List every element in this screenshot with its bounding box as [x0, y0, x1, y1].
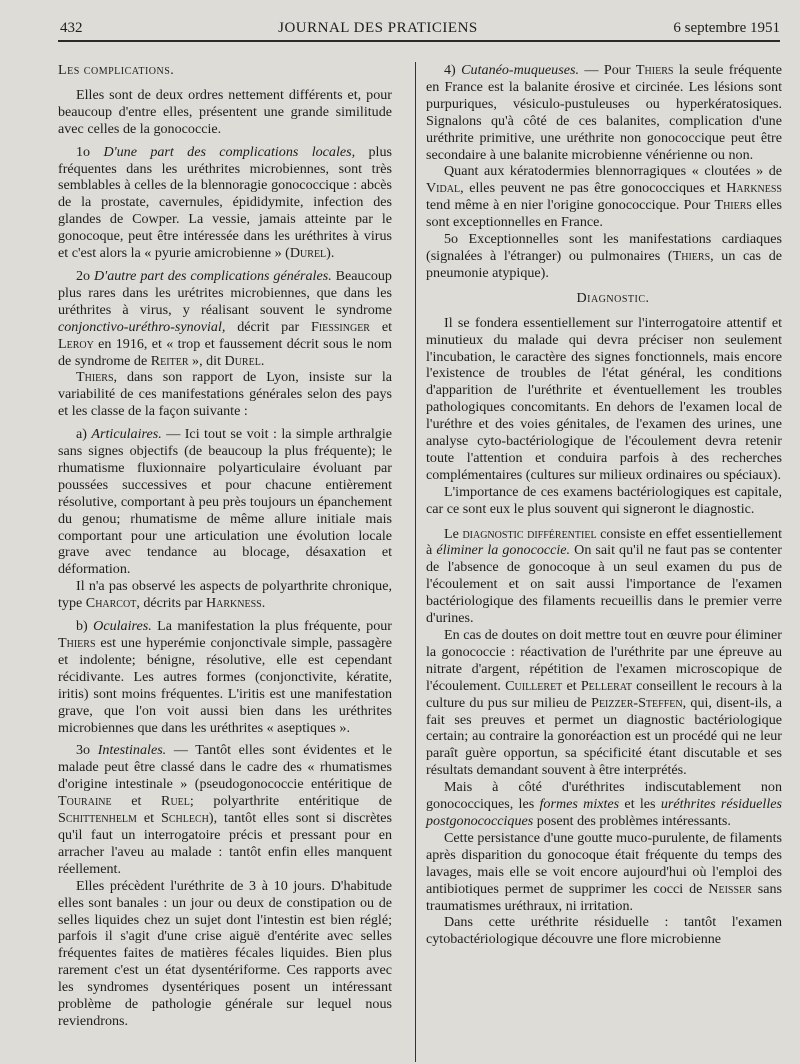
section-heading-diagnostic: Diagnostic. — [576, 289, 650, 306]
right-column — [426, 62, 782, 948]
paragraph: Le diagnostic différentiel consiste en effet essentiellement à éliminer la gonococcie. On sait qu'il ne faut pas se contenter de l'absence de gonocoque à un seul examen du pus de l'écoulement et on sait aussi l'importance de l'examen bactériologique des filaments recueillis dans le premier verre d'urines. — [426, 525, 782, 627]
paragraph: Elles sont de deux ordres nettement différents et, pour beaucoup d'entre elles, présentent une grande similitude avec celles de la gonococcie. — [58, 86, 392, 137]
paragraph: Dans cette uréthrite résiduelle : tantôt l'examen cytobactériologique découvre une flore microbienne — [426, 914, 782, 948]
paragraph: Cette persistance d'une goutte muco-purulente, de filaments après disparition du gonocoque était fréquente du temps des lavages, mais elle se voit encore aujourd'hui où l'emploi des antibiotiques permet de supprimer les cocci de Neisser sans traumatismes uréthraux, ni irritation. — [426, 829, 782, 914]
column-divider — [415, 62, 416, 1062]
paragraph: 3o Intestinales. — Tantôt elles sont évidentes et le malade peut être classé dans le cadre des « rhumatismes d'origine intestinale » (pseudogonococcie entéritique de Touraine et Ruel; polyarthrite entéritique de Schittenhelm et Schlech), tantôt elles sont si discrètes qu'il faut un interrogatoire précis et pressant pour en arracher l'aveu au malade : tantôt enfin elles manquent réellement. — [58, 742, 392, 877]
journal-title: JOURNAL DES PRATICIENS — [278, 19, 478, 36]
paragraph: En cas de doutes on doit mettre tout en œuvre pour éliminer la gonococcie : réactivation de l'uréthrite par une épreuve au nitrate d'argent, répétition de l'examen microscopique de l'écoulement. Cuilleret et Pellerat conseillent le recours à la culture du pus sur milieu de Peizzer-Steffen, qui, disent-ils, a fait ses preuves et permet un diagnostic bactériologique certain; au contraire la gonoréaction est un procédé qui ne leur paraît guère opportun, sa spécificité étant discutable et ses résultats demandant souvent à être interprétés. — [426, 627, 783, 779]
header-rule — [58, 40, 780, 42]
paragraph: Thiers, dans son rapport de Lyon, insiste sur la variabilité de ces manifestations générales selon des pays et les classe de la façon suivante : — [58, 369, 392, 420]
page-header — [60, 14, 780, 42]
paragraph: Il n'a pas observé les aspects de polyarthrite chronique, type Charcot, décrits par Harkness. — [58, 578, 392, 612]
paragraph: a) Articulaires. — Ici tout se voit : la simple arthralgie sans signes objectifs (de beaucoup la plus fréquente); le rhumatisme fluxionnaire polyarticulaire évoluant par poussées successives et pour chacune entièrement résolutive, comportant à peu près toujours un épanchement du genou; rhumatisme de même allure initiale mais comportant pour une articulation une évolution locale grave avec tendance au blocage, désaxation et déformation. — [58, 426, 392, 578]
paragraph: 1o D'une part des complications locales, plus fréquentes dans les uréthrites microbiennes, sont très semblables à celles de la blennoragie gonococcique : abcès de la prostate, cavernules, épididymite, infection des glandes de Cowper. La vessie, jamais atteinte par le gonocoque, peut être intéressée dans les uréthrites à virus et c'est alors la « pyurie amicrobienne » (Durel). — [58, 143, 392, 262]
paragraph: Mais à côté d'uréthrites indiscutablement non gonococciques, les formes mixtes et les uréthrites résiduelles postgonococciques posent des problèmes intéressants. — [426, 779, 782, 829]
paragraph: b) Oculaires. La manifestation la plus fréquente, pour Thiers est une hyperémie conjonctivale simple, passagère et indolente; bénigne, résolutive, elle est cependant récidivante. Les autres formes (conjonctivite, kératite, iritis) sont moins fréquentes. L'iritis est une manifestation grave, que l'on voit aussi bien dans les uréthrites microbiennes que dans les uréthrites « aseptiques ». — [58, 618, 393, 736]
left-column — [58, 62, 392, 1030]
paragraph: 4) Cutanéo-muqueuses. — Pour Thiers la seule fréquente en France est la balanite érosive et circinée. Les lésions sont purpuriques, vésiculo-pustuleuses ou hyperkératosiques. Signalons qu'à côté de ces balanites, complication d'une uréthrite primitive, une uréthrite non gonococcique peut être secondaire à une balanite microbienne vénérienne ou non. — [426, 62, 782, 163]
paragraph: Elles précèdent l'uréthrite de 3 à 10 jours. D'habitude elles sont banales : un jour ou deux de constipation ou de selles liquides chez un sujet dont l'intestin est bien réglé; parfois il s'agit d'une crise aiguë d'entérite avec selles fréquentes faites de matières fécales liquides. Bien plus rarement c'est un état dysentériforme. Ces rapports avec les syndromes dysentériques posent un intéressant problème de pathologie générale sur lequel nous reviendrons. — [58, 877, 392, 1029]
paragraph: 5o Exceptionnelles sont les manifestations cardiaques (signalées à l'étranger) ou pulmonaires (Thiers, un cas de pneumonie atypique). — [426, 231, 782, 281]
issue-date: 6 septembre 1951 — [673, 19, 780, 36]
paragraph: L'importance de ces examens bactériologiques est capitale, car ce sont eux le plus souvent qui signeront le diagnostic. — [426, 483, 782, 517]
paragraph: Quant aux kératodermies blennorragiques « cloutées » de Vidal, elles peuvent ne pas être gonococciques et Harkness tend même à en nier l'origine gonococcique. Pour Thiers elles sont exceptionnelles en France. — [426, 163, 782, 231]
section-heading-complications: Les complications. — [58, 62, 175, 78]
paragraph: 2o D'autre part des complications générales. Beaucoup plus rares dans les urétrites microbiennes, que dans les uréthrites à virus, y réalisant souvent le syndrome conjonctivo-uréthro-synovial, décrit par Fiessinger et Leroy en 1916, et « trop et faussement décrit sous le nom de syndrome de Reiter », dit Durel. — [58, 267, 392, 369]
paragraph: Il se fondera essentiellement sur l'interrogatoire attentif et minutieux du malade qui devra préciser non seulement l'incubation, le caractère des signes fonctionnels, mais encore l'existence de troubles de l'état général, les conditions d'apparition de l'uréthrite et éventuellement les troubles pathologiques concomitants. En dehors de l'examen local de l'uréthre et des voies génitales, de l'examen des urines, une analyse cyto-bactériologique de l'écoulement devra retenir toute l'attention et conduira parfois à des recherches complémentaires (cultures sur milieux ordinaires ou spéciaux). — [426, 314, 782, 483]
page-number: 432 — [60, 19, 83, 36]
